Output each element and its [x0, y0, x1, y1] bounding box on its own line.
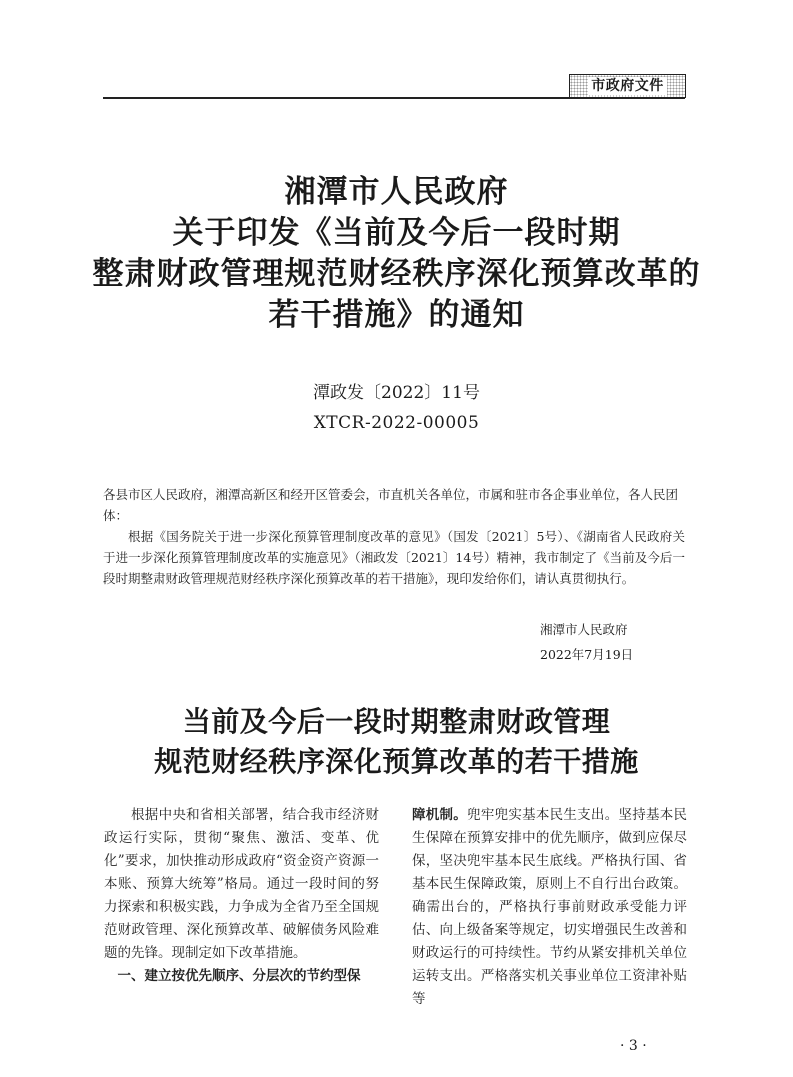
- page-number: · 3 ·: [620, 1038, 647, 1054]
- section-heading-continuation: 障机制。: [412, 807, 468, 823]
- notice-title-line: 若干措施》的通知: [268, 297, 525, 333]
- section-tag: [569, 74, 686, 98]
- section-continuation: [412, 804, 687, 1011]
- right-column: [412, 804, 687, 1011]
- signature-date: 2022年7月19日: [540, 647, 634, 662]
- notice-title-line: 关于印发《当前及今后一段时期: [172, 215, 621, 251]
- notice-title-line: 整肃财政管理规范财经秩序深化预算改革的: [92, 256, 701, 292]
- notice-body: 根据《国务院关于进一步深化预算管理制度改革的意见》（国发〔2021〕5号）、《湖南省人民政府关于进一步深化预算管理制度改革的实施意见》（湘政发〔2021〕14号）精神，我市制定了《当前及今后一段时期整肃财政管理规范财经秩序深化预算改革的若干措施》，现印发给你们，请认真贯彻执行。: [103, 529, 685, 586]
- section-paragraph: 兜牢兜实基本民生支出。坚持基本民生保障在预算安排中的优先顺序，做到应保尽保，坚决兜牢基本民生底线。严格执行国、省基本民生保障政策，原则上不自行出台政策。确需出台的，严格执行事前财政承受能力评估、向上级备案等规定，切实增强民生改善和财政运行的可持续性。节约从紧安排机关单位运转支出。严格落实机关事业单位工资津补贴等: [412, 807, 688, 1007]
- addressee: 各县市区人民政府，湘潭高新区和经开区管委会，市直机关各单位，市属和驻市各企事业单位，各人民团体：: [103, 487, 679, 523]
- document-number: 潭政发〔2022〕11号: [313, 383, 480, 403]
- measures-title-line: 当前及今后一段时期整肃财政管理: [182, 705, 611, 738]
- measures-title: [60, 702, 733, 782]
- document-code: XTCR-2022-00005: [313, 413, 480, 433]
- signature-organization: 湘潭市人民政府: [540, 622, 628, 637]
- intro-paragraph: 根据中央和省相关部署，结合我市经济财政运行实际，贯彻“聚焦、激活、变革、优化”要求，加快推动形成政府“资金资产资源一本账、预算大统筹”格局。通过一段时间的努力探索和积极实践，力争成为全省乃至全国规范财政管理、深化预算改革、破解债务风险难题的先锋。现制定如下改革措施。: [104, 807, 379, 961]
- notice-title-line: 湘潭市人民政府: [284, 174, 509, 210]
- section-tag-label: 市政府文件: [588, 77, 667, 95]
- header-divider: [103, 97, 685, 99]
- left-column: [104, 804, 379, 988]
- section-heading: 一、建立按优先顺序、分层次的节约型保: [117, 968, 361, 984]
- measures-title-line: 规范财经秩序深化预算改革的若干措施: [154, 745, 639, 778]
- notice-title: [60, 172, 733, 336]
